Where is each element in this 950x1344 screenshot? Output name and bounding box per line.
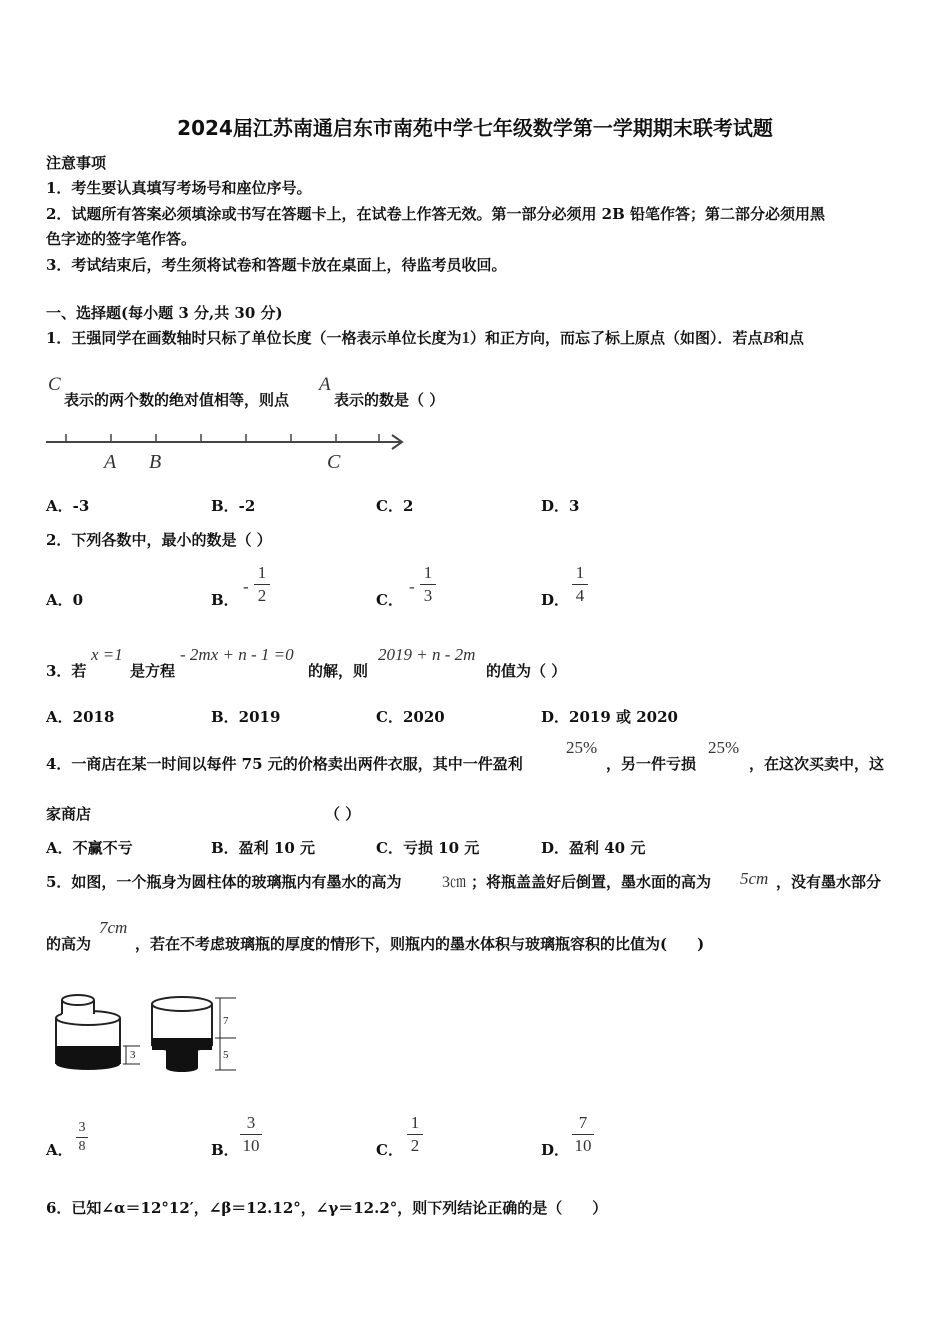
q1-point-a: A: [319, 374, 331, 395]
q1-option-b[interactable]: B．-2: [211, 497, 256, 515]
q2-d-fraction: 1 4: [572, 563, 588, 606]
q1-option-c[interactable]: C．2: [376, 497, 414, 515]
q5-text-a: 5．如图，一个瓶身为圆柱体的玻璃瓶内有墨水的高为: [46, 873, 402, 891]
fig-label-3: 3: [130, 1049, 136, 1061]
q4-option-c[interactable]: C．亏损 10 元: [376, 839, 480, 857]
q1-unit: 1: [461, 328, 470, 347]
q2-b-minus: -: [243, 577, 249, 596]
q5-text-c: ，没有墨水部分: [776, 873, 882, 891]
q1-text-b: ）和正方向，而忘了标上原点（如图）．若点: [469, 329, 763, 347]
q5-option-c[interactable]: C．: [376, 1141, 403, 1159]
q2-c-fraction: 1 3: [420, 563, 436, 606]
page-title: 2024届江苏南通启东市南苑中学七年级数学第一学期期末联考试题: [177, 116, 773, 140]
q4-text-c: ，在这次买卖中，这: [749, 755, 885, 773]
q5-text-d: 的高为: [46, 935, 92, 953]
q5-c-fraction: 1 2: [407, 1113, 423, 1156]
question-2: 2．下列各数中，最小的数是（ ）: [46, 531, 272, 549]
q4-option-d[interactable]: D．盈利 40 元: [541, 839, 646, 857]
q1-option-a[interactable]: A．-3: [46, 497, 90, 515]
q5-d-fraction: 7 10: [572, 1113, 594, 1156]
q4-text-d: 家商店: [46, 805, 92, 823]
q5-height-1: 3㎝: [442, 874, 467, 891]
q1-point-c: C: [48, 374, 61, 395]
q2-b-fraction: 1 2: [254, 563, 270, 606]
notice-item-3: 3．考试结束后，考生须将试卷和答题卡放在桌面上，待监考员收回。: [46, 256, 507, 274]
notice-item-2-cont: 色字迹的签字笔作答。: [46, 230, 197, 248]
axis-label-b: B: [149, 451, 162, 472]
q3-text-b: 是方程: [130, 662, 176, 680]
q5-option-b[interactable]: B．: [211, 1141, 239, 1159]
q4-text-a: 4．一商店在某一时间以每件 75 元的价格卖出两件衣服，其中一件盈利: [46, 755, 523, 773]
section-heading: 一、选择题(每小题 3 分,共 30 分): [46, 304, 283, 322]
fig-label-7: 7: [223, 1015, 229, 1027]
q1-text-e: 表示的数是（ ）: [334, 391, 445, 409]
axis-label-a: A: [104, 451, 117, 472]
q3-eq-x: x =1: [91, 645, 123, 664]
notice-item-2: 2．试题所有答案必须填涂或书写在答题卡上，在试卷上作答无效。第一部分必须用 2B 铅笔作答；第二部分必须用黑: [46, 205, 826, 223]
q3-option-b[interactable]: B．2019: [211, 708, 281, 726]
q3-option-a[interactable]: A．2018: [46, 708, 115, 726]
fig-label-5: 5: [223, 1049, 229, 1061]
q3-text-d: 的值为（ ）: [486, 662, 567, 680]
q4-option-b[interactable]: B．盈利 10 元: [211, 839, 315, 857]
q4-percent-1: 25%: [566, 738, 598, 757]
q2-c-minus: -: [409, 577, 415, 596]
q4-text-b: ，另一件亏损: [606, 755, 697, 773]
notice-heading: 注意事项: [46, 154, 107, 172]
bottle-figure: [50, 990, 240, 1076]
q5-option-d[interactable]: D．: [541, 1141, 570, 1159]
q3-text-a: 3．若: [46, 662, 87, 680]
q3-option-d[interactable]: D．2019 或 2020: [541, 708, 678, 726]
q5-a-fraction: 3 8: [76, 1120, 88, 1155]
notice-item-1: 1．考生要认真填写考场号和座位序号。: [46, 179, 312, 197]
q2-option-a[interactable]: A．0: [46, 591, 84, 609]
q3-equation: - 2mx + n - 1 =0: [180, 645, 294, 664]
q2-option-b[interactable]: B．: [211, 591, 239, 609]
q5-text-e: ，若在不考虑玻璃瓶的厚度的情形下，则瓶内的墨水体积与玻璃瓶容积的比值为( ): [135, 935, 705, 953]
q5-height-2: 5cm: [740, 869, 769, 888]
q5-option-a[interactable]: A．: [46, 1141, 73, 1159]
q1-text-c: 和点: [773, 329, 804, 347]
question-6: 6．已知∠α＝12°12′，∠β＝12.12°，∠γ＝12.2°，则下列结论正确的是（ ）: [46, 1199, 608, 1217]
q5-height-3: 7cm: [99, 918, 128, 937]
number-line-figure: [44, 428, 408, 472]
q2-option-d[interactable]: D．: [541, 591, 570, 609]
q5-b-fraction: 3 10: [240, 1113, 262, 1156]
q1-text-a: 1．王强同学在画数轴时只标了单位长度（一格表示单位长度为: [46, 329, 462, 347]
q4-answer-paren: （ ）: [325, 805, 361, 823]
q1-text-d: 表示的两个数的绝对值相等，则点: [64, 391, 290, 409]
q5-text-b: ；将瓶盖盖好后倒置，墨水面的高为: [471, 873, 712, 891]
q3-text-c: 的解，则: [308, 662, 369, 680]
q2-option-c[interactable]: C．: [376, 591, 403, 609]
q1-option-d[interactable]: D．3: [541, 497, 580, 515]
q3-option-c[interactable]: C．2020: [376, 708, 445, 726]
q3-expression: 2019 + n - 2m: [378, 645, 476, 664]
axis-label-c: C: [327, 451, 341, 472]
q4-percent-2: 25%: [708, 738, 740, 757]
q1-point-b: B: [762, 328, 774, 347]
question-1-line-1: [46, 327, 804, 348]
q4-option-a[interactable]: A．不赢不亏: [46, 839, 133, 857]
